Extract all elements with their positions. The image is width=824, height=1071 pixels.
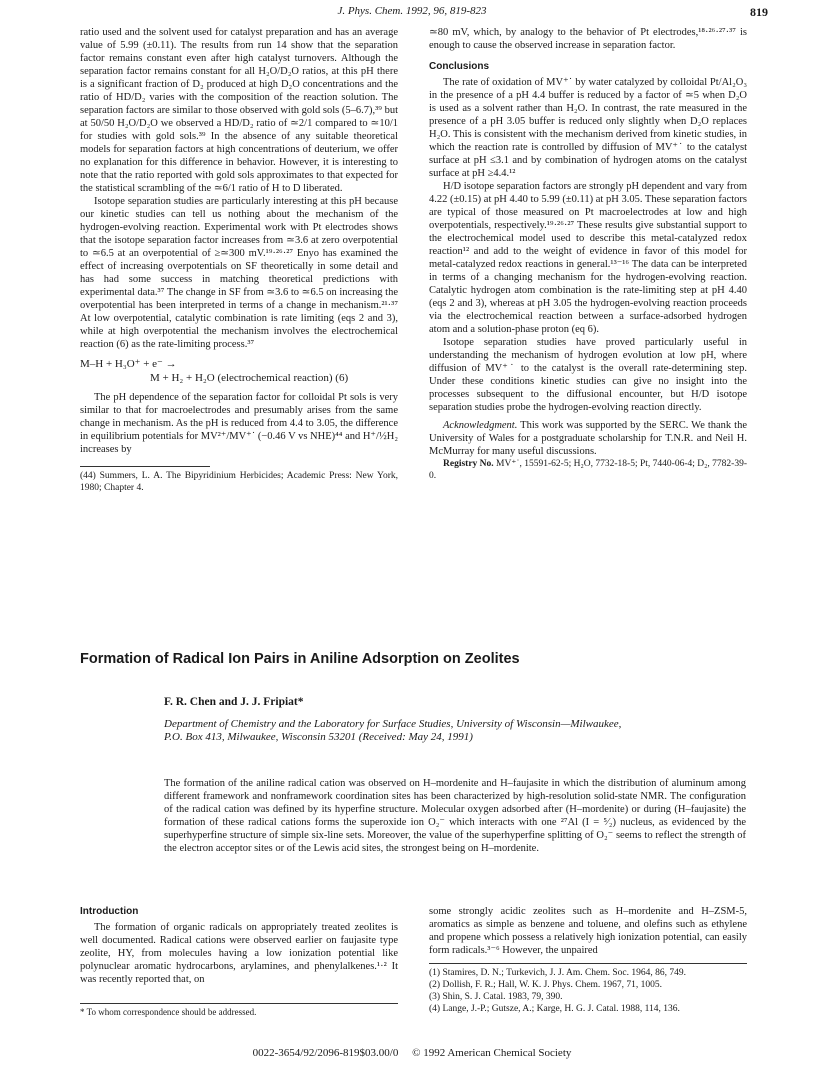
equation-6: [80, 357, 398, 385]
reference-item: (3) Shin, S. J. Catal. 1983, 79, 390.: [429, 992, 563, 1002]
reference-list: [429, 963, 747, 1015]
registry-label: Registry No.: [443, 459, 494, 469]
correspondence-note: * To whom correspondence should be addressed.: [80, 1003, 398, 1017]
page-number: 819: [750, 5, 768, 19]
acknowledgment-text: This work was supported by the SERC. We thank the University of Wales for a postgraduate scholarship for T.N.R. and Neil H. McMurray for many useful discussions.: [429, 420, 747, 457]
acknowledgment-label: Acknowledgment.: [443, 420, 518, 431]
paragraph: The pH dependence of the separation factor for colloidal Pt sols is very similar to that for macroelectrodes and presumably arises from the same change in mechanism. As the pH is reduced from 4.4 to 3.05, the difference in equilibrium potentials for MV²⁺/MV⁺˙ (−0.46 V vs NHE)⁴⁴ and H⁺/½H₂ increases by: [80, 392, 399, 455]
copyright: © 1992 American Chemical Society: [412, 1047, 572, 1059]
intro-right-column: [429, 905, 747, 1015]
article-abstract: The formation of the aniline radical cation was observed on H–mordenite and H–faujasite in which the distribution of aluminum among different framework and nonframework coordination sites has been characterized by high-resolution solid-state NMR. The configuration of the radical cation was defined by its hyperfine structure. Molecular oxygen adsorbed after (H–mordenite) or during (H–faujasite) the formation of these radical cations forms the superoxide ion O₂⁻ which interacts with one ²⁷Al (I = ⁵⁄₂) nucleus, as evidenced by the superhyperfine structure of simple six-line sets. Moreover, the value of the superhyperfine splitting of O₂⁻ seems to reflect the strength of the electron acceptor sites or of the Lewis acid sites, the strongest being on H–mordenite.: [164, 778, 746, 854]
article-affiliation: [164, 718, 764, 744]
paragraph: some strongly acidic zeolites such as H–mordenite and H–ZSM-5, aromatics as simple as benzene and toluene, and olefins such as ethylene and propene which possess a relatively high ionization potential, can easily form radicals.³⁻⁶ However, the unpaired: [429, 906, 747, 956]
running-header: J. Phys. Chem. 1992, 96, 819-823: [337, 5, 487, 17]
registry-numbers: [429, 458, 747, 482]
paragraph: H/D isotope separation factors are strongly pH dependent and vary from 4.22 (±0.15) at pH 4.40 to 5.99 (±0.11) at pH 3.05. These separation factors are typical of those measured on Pt macroelectrodes at low and high overpotentials, respectively.¹⁹·²⁶·²⁷ These results give substantial support to the electrochemical model used to describe this metal-catalyzed redox reaction¹² and add to the weight of evidence in favor of this model for metal-catalyzed redox reactions in general.¹³⁻¹⁶ The data can be interpreted in terms of a changing mechanism for the hydrogen-evolving reaction. Catalytic hydrogen atom combination is the rate-limiting step at pH 4.40 (eqs 2 and 3), whereas at pH 3.05 the hydrogen-evolving reaction proceeds via the electrochemical reaction between a surface-adsorbed hydrogen atom and a solution-phase proton (eq 6).: [429, 181, 747, 335]
footnote-rule: [80, 466, 210, 467]
article-authors: F. R. Chen and J. J. Fripiat*: [164, 696, 304, 708]
equation-line: M + H₂ + H₂O (electrochemical reaction) (6): [150, 372, 349, 384]
left-column: [80, 26, 398, 494]
right-column: [429, 26, 747, 482]
section-heading-conclusions: Conclusions: [429, 61, 490, 72]
paragraph: The rate of oxidation of MV⁺˙ by water catalyzed by colloidal Pt/Al₂O₃ in the presence of a pH 4.4 buffer is reduced by a factor of ≃5 when D₂O is used as a solvent rather than H₂O. In contrast, the rate measured in the presence of a pH 3.05 buffer is reduced only slightly when D₂O replaces H₂O. This is consistent with the mechanism derived from kinetic studies, in which the reaction rate is controlled by diffusion of MV⁺˙ to the catalyst surface at pH ≤3.1 and by combination of hydrogen atoms on the catalyst surface at pH ≥4.4.¹²: [429, 77, 747, 179]
reference-item: (4) Lange, J.-P.; Gutsze, A.; Karge, H. G. J. Catal. 1988, 114, 136.: [429, 1004, 680, 1014]
paragraph: ≃80 mV, which, by analogy to the behavior of Pt electrodes,¹⁸·²⁶·²⁷·³⁷ is enough to cause the observed increase in separation factor.: [429, 27, 747, 51]
article-title: Formation of Radical Ion Pairs in Aniline Adsorption on Zeolites: [80, 651, 520, 667]
footnote-44: (44) Summers, L. A. The Bipyridinium Herbicides; Academic Press: New York, 1980; Chapter 4.: [80, 471, 398, 493]
acknowledgment: [429, 419, 747, 458]
paragraph: Isotope separation studies are particularly interesting at this pH because our kinetic studies can tell us nothing about the mechanism of the hydrogen-evolving reaction. Experimental work with Pt electrodes shows that the isotope separation factor increases from ≃3.6 at zero overpotential to ≃6.5 at an overpotential of ≥≃300 mV.¹⁹·²⁶·²⁷ Enyo has examined the effect of increasing overpotentials on SF theoretically in some detail and has had some success in matching theoretical predictions with experimental data.³⁷ The change in SF from ≃3.6 to ≃6.5 on increasing the overpotential has been interpreted in terms of a change in mechanism.²¹·³⁷ At low overpotential, catalytic combination is rate limiting (eqs 2 and 3), while at high overpotential the mechanism involves the electrochemical reaction (6) as the rate-limiting process.³⁷: [80, 196, 398, 350]
reference-item: (1) Stamires, D. N.; Turkevich, J. J. Am. Chem. Soc. 1964, 86, 749.: [429, 968, 687, 978]
section-heading-introduction: Introduction: [80, 906, 139, 917]
issn-code: 0022-3654/92/2096-819$03.00/0: [252, 1047, 399, 1059]
page-footer: [0, 1047, 824, 1059]
paragraph: ratio used and the solvent used for catalyst preparation and has an average value of 5.99 (±0.11). The results from run 14 show that the separation factor remains constant even after high catalyst turnovers. Although the separation factor remains constant for all H₂O/D₂O ratios, at this pH there is a significant fraction of D₂ produced at high D₂O concentrations and the ratio of HD/D₂ varies with the composition of the reaction solution. The separation factors are similar to those observed with gold sols (5–6.7),³⁹ but at 50/50 H₂O/D₂O we observed a HD/D₂ ratio of ≃2/1 compared to ≃10/1 for studies with gold sols.³⁹ In the absence of any suitable theoretical models for separation factors at high concentrations of deuterium, we offer no explanation for this difference in behavior. However, it is interesting to note that the ratio reported with gold sols approximates to that expected for the statistical scrambling of the ≃6/1 ratio of H to D liberated.: [80, 27, 398, 194]
equation-line: M–H + H₃O⁺ + e⁻ →: [80, 358, 177, 370]
affiliation-line: Department of Chemistry and the Laboratory for Surface Studies, University of Wisconsin—Milwaukee,: [164, 718, 622, 730]
paragraph: Isotope separation studies have proved particularly useful in understanding the mechanism of hydrogen evolution at low pH, where diffusion of MV⁺˙ to the catalyst is the overall rate-determining step. Under these conditions kinetic studies can give no insight into the processes subsequent to the diffusional encounter, but H/D isotope separation studies probe the hydrogen-evolving reaction directly.: [429, 337, 747, 413]
reference-item: (2) Dollish, F. R.; Hall, W. K. J. Phys. Chem. 1967, 71, 1005.: [429, 980, 663, 990]
affiliation-line: P.O. Box 413, Milwaukee, Wisconsin 53201 (Received: May 24, 1991): [164, 731, 473, 743]
intro-left-column: [80, 905, 398, 986]
registry-text: MV⁺˙, 15591-62-5; H₂O, 7732-18-5; Pt, 7440-06-4; D₂, 7782-39-0.: [429, 459, 747, 481]
paragraph: The formation of organic radicals on appropriately treated zeolites is well documented. Radical cations were observed earlier on faujasite type zeolite, HY, from molecules having a low ionization potential like polynuclear aromatic hydrocarbons, arylamines, and phenylalkenes.¹·² It was recently reported that, on: [80, 922, 398, 985]
